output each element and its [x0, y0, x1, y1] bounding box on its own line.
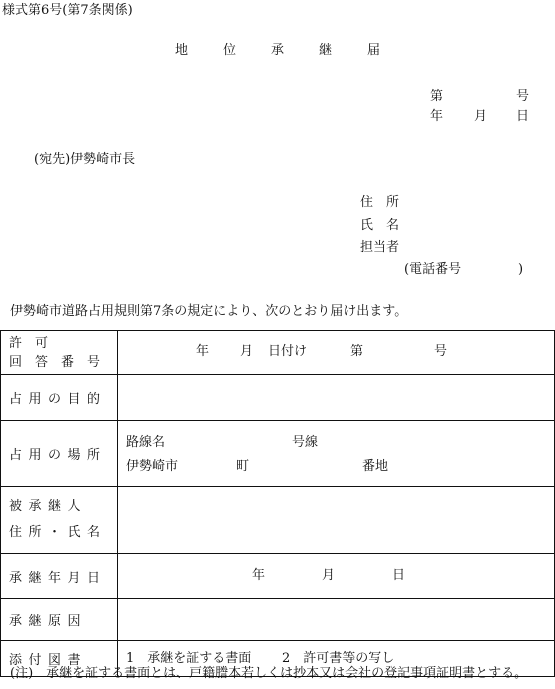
attachment-item-1: 1 承継を証する書面	[126, 650, 252, 666]
addressee: (宛先)伊勢崎市長	[34, 152, 136, 167]
predecessor-label	[1, 494, 117, 546]
cause-label: 承継原因	[9, 614, 88, 629]
location-label: 占用の場所	[9, 448, 107, 463]
route-name-label: 路線名	[126, 434, 166, 450]
permit-no-suffix: 号	[434, 343, 448, 359]
form-id: 様式第6号(第7条関係)	[2, 3, 133, 18]
attachments-label: 添付図書	[9, 653, 88, 668]
permit-year: 年	[196, 343, 210, 359]
succession-year: 年	[252, 568, 266, 583]
title-char: 位	[222, 43, 236, 58]
succession-month: 月	[322, 568, 336, 583]
permit-month: 月	[240, 343, 254, 359]
table-row	[1, 487, 555, 554]
phone-label: (電話番号	[404, 262, 462, 277]
cause-field[interactable]	[118, 599, 555, 641]
permit-dated: 日付け	[268, 343, 308, 359]
applicant-person-label: 担当者	[360, 240, 400, 255]
phone-field	[404, 262, 524, 277]
succession-date-field[interactable]	[118, 554, 555, 599]
applicant-address-label: 住 所	[360, 195, 400, 210]
applicant-name-label: 氏 名	[360, 218, 400, 233]
title-char: 届	[366, 43, 380, 58]
permit-number-field[interactable]	[118, 331, 555, 375]
footnote: (注) 承継を証する書面とは、戸籍謄本若しくは抄本又は会社の登記事項証明書とする。	[10, 666, 528, 681]
table-row	[1, 375, 555, 421]
predecessor-field[interactable]	[118, 487, 555, 554]
number-prefix: 第	[430, 89, 444, 104]
phone-close: )	[518, 262, 524, 277]
table-row	[1, 331, 555, 375]
permit-label-line1: 許 可	[9, 335, 49, 351]
permit-label-line2: 回 答 番 号	[9, 354, 101, 370]
form-table	[0, 330, 555, 677]
predecessor-label-line1: 被承継人	[9, 499, 88, 514]
route-no-label: 号線	[292, 434, 319, 450]
location-field[interactable]	[118, 421, 555, 487]
title-char: 承	[270, 43, 284, 58]
permit-label	[1, 334, 117, 372]
table-row	[1, 599, 555, 641]
succession-date-label: 承継年月日	[9, 570, 107, 586]
table-row	[1, 554, 555, 599]
table-row	[1, 421, 555, 487]
title-char: 地	[174, 43, 188, 58]
purpose-field[interactable]	[118, 375, 555, 421]
lot-label: 番地	[362, 458, 389, 474]
attachment-item-2: 2 許可書等の写し	[282, 650, 395, 666]
title-char: 継	[318, 43, 332, 58]
permit-no-prefix: 第	[350, 343, 364, 359]
succession-day: 日	[392, 568, 406, 583]
predecessor-label-line2: 住所・氏名	[9, 525, 107, 540]
number-suffix: 号	[516, 89, 530, 104]
intro-text: 伊勢崎市道路占用規則第7条の規定により、次のとおり届け出ます。	[10, 304, 408, 319]
document-title	[0, 44, 555, 57]
date-day: 日	[516, 109, 530, 124]
date-year: 年	[430, 109, 444, 124]
purpose-label: 占用の目的	[9, 392, 107, 407]
town-label: 町	[236, 458, 250, 474]
city-label: 伊勢崎市	[126, 458, 179, 474]
date-month: 月	[474, 109, 488, 124]
